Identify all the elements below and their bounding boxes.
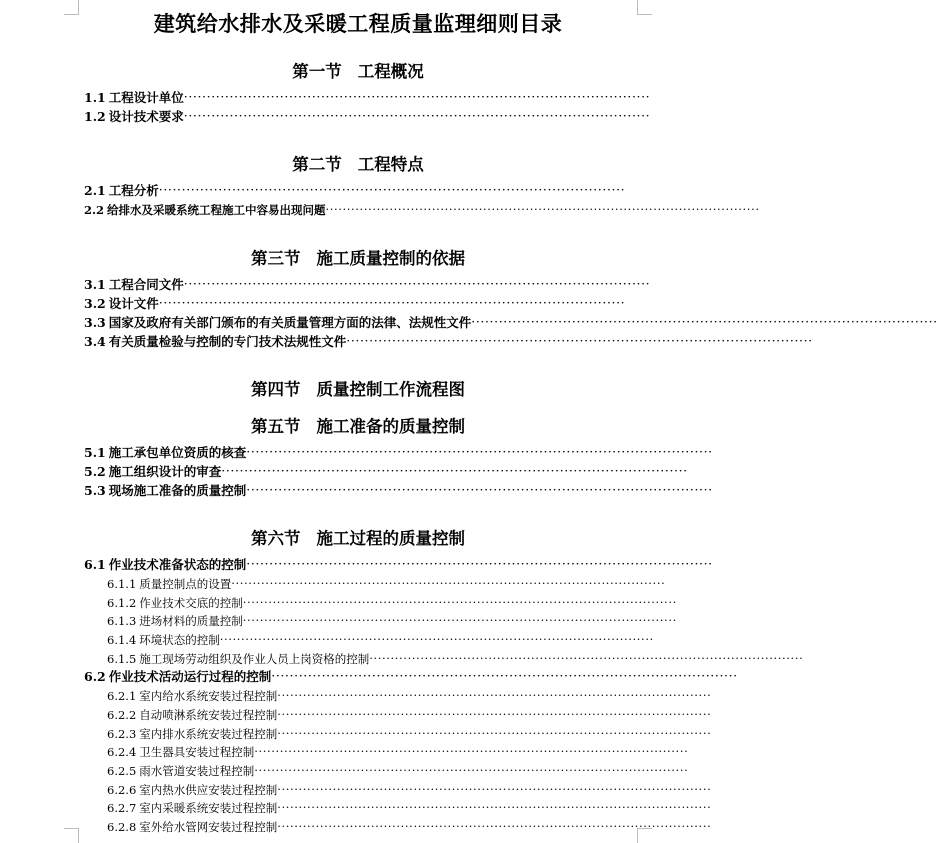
toc-entry[interactable] — [107, 818, 712, 836]
dot-leader: ······································································································ — [158, 182, 626, 197]
toc-entry[interactable] — [84, 201, 760, 219]
dot-leader: ······································································································ — [219, 632, 654, 646]
toc-entry[interactable] — [107, 743, 689, 761]
entry-text: 室内排水系统安装过程控制 — [139, 727, 278, 741]
entry-number: 1.2 — [84, 109, 106, 124]
entry-number: 3.1 — [84, 277, 106, 292]
section-heading — [0, 245, 716, 269]
dot-leader: ······································································································ — [277, 688, 712, 702]
toc-entry[interactable] — [84, 556, 713, 574]
entry-number: 3.4 — [84, 334, 106, 349]
page-corner-mark — [64, 828, 79, 843]
entry-text: 施工组织设计的审查 — [108, 464, 222, 479]
section-number: 第五节 — [251, 417, 301, 436]
toc-entry[interactable] — [84, 314, 938, 332]
dot-leader: ······································································································ — [158, 295, 626, 310]
entry-number: 6.1.4 — [107, 633, 137, 647]
entry-text: 有关质量检验与控制的专门技术法规性文件 — [108, 334, 347, 349]
entry-text: 国家及政府有关部门颁布的有关质量管理方面的法律、法规性文件 — [108, 315, 472, 330]
dot-leader: ······································································································ — [277, 819, 712, 833]
dot-leader: ······································································································ — [246, 556, 713, 571]
toc-entry[interactable] — [84, 444, 713, 462]
entry-number: 1.1 — [84, 90, 106, 105]
entry-text: 室内采暖系统安装过程控制 — [139, 801, 278, 815]
entry-text: 工程分析 — [108, 183, 159, 198]
entry-number: 6.1.3 — [107, 614, 137, 628]
toc-entry[interactable] — [84, 89, 651, 107]
entry-text: 室内给水系统安装过程控制 — [139, 689, 278, 703]
entry-number: 6.2 — [84, 669, 106, 684]
section-heading — [0, 413, 716, 437]
section-number: 第四节 — [251, 380, 301, 399]
entry-text: 作业技术活动运行过程的控制 — [108, 669, 272, 684]
entry-number: 5.2 — [84, 464, 106, 479]
toc-entry[interactable] — [84, 276, 651, 294]
entry-number: 6.2.6 — [107, 783, 137, 797]
section-title: 工程特点 — [357, 155, 424, 174]
section-number: 第二节 — [292, 155, 342, 174]
toc-entry[interactable] — [84, 333, 813, 351]
entry-number: 6.1.2 — [107, 596, 137, 610]
entry-number: 2.2 — [84, 203, 105, 217]
dot-leader: ······································································································ — [246, 444, 713, 459]
entry-text: 环境状态的控制 — [139, 633, 220, 647]
section-title: 施工准备的质量控制 — [316, 417, 465, 436]
toc-entry[interactable] — [107, 631, 654, 649]
dot-leader: ······································································································ — [221, 463, 688, 478]
entry-text: 设计技术要求 — [108, 109, 184, 124]
entry-number: 6.2.3 — [107, 727, 137, 741]
dot-leader: ······································································································ — [183, 276, 651, 291]
document-title: 建筑给水排水及采暖工程质量监理细则目录 — [153, 11, 563, 36]
entry-text: 施工承包单位资质的核查 — [108, 445, 247, 460]
section-number: 第一节 — [292, 62, 342, 81]
dot-leader: ······································································································ — [271, 668, 738, 683]
toc-entry[interactable] — [84, 108, 651, 126]
section-heading — [0, 151, 716, 175]
section-heading — [0, 376, 716, 400]
section-title: 施工质量控制的依据 — [316, 249, 465, 268]
entry-number: 5.1 — [84, 445, 106, 460]
toc-entry[interactable] — [107, 762, 689, 780]
entry-number: 6.2.7 — [107, 801, 137, 815]
section-number: 第三节 — [251, 249, 301, 268]
section-heading — [0, 58, 716, 82]
dot-leader: ······································································································ — [246, 482, 713, 497]
toc-entry[interactable] — [107, 650, 804, 668]
entry-number: 5.3 — [84, 483, 106, 498]
toc-entry[interactable] — [107, 594, 677, 612]
toc-entry[interactable] — [107, 575, 666, 593]
entry-text: 工程设计单位 — [108, 90, 184, 105]
entry-text: 工程合同文件 — [108, 277, 184, 292]
entry-number: 6.1.1 — [107, 577, 137, 591]
dot-leader: ······································································································ — [242, 595, 677, 609]
entry-number: 6.2.4 — [107, 745, 137, 759]
toc-entry[interactable] — [107, 725, 712, 743]
entry-number: 6.2.8 — [107, 820, 137, 834]
toc-entry[interactable] — [84, 668, 738, 686]
section-title: 工程概况 — [357, 62, 424, 81]
dot-leader: ······································································································ — [277, 800, 712, 814]
entry-text: 作业技术准备状态的控制 — [108, 557, 247, 572]
toc-entry[interactable] — [84, 182, 626, 200]
entry-number: 2.1 — [84, 183, 106, 198]
toc-entry[interactable] — [84, 482, 713, 500]
dot-leader: ······································································································ — [254, 744, 689, 758]
dot-leader: ······································································································ — [277, 726, 712, 740]
toc-entry[interactable] — [107, 799, 712, 817]
toc-entry[interactable] — [84, 463, 688, 481]
entry-text: 雨水管道安装过程控制 — [139, 764, 255, 778]
entry-text: 进场材料的质量控制 — [139, 614, 243, 628]
section-heading — [0, 525, 716, 549]
entry-text: 作业技术交底的控制 — [139, 596, 243, 610]
entry-text: 室内热水供应安装过程控制 — [139, 783, 278, 797]
toc-entry[interactable] — [107, 781, 712, 799]
entry-text: 自动喷淋系统安装过程控制 — [139, 708, 278, 722]
toc-entry[interactable] — [84, 295, 626, 313]
entry-text: 卫生器具安装过程控制 — [139, 745, 255, 759]
dot-leader: ······································································································ — [183, 89, 651, 104]
entry-number: 3.3 — [84, 315, 106, 330]
toc-entry[interactable] — [107, 687, 712, 705]
entry-number: 6.2.5 — [107, 764, 137, 778]
dot-leader: ······································································································ — [242, 613, 677, 627]
dot-leader: ······································································································ — [471, 314, 938, 329]
dot-leader: ······································································································ — [369, 651, 804, 665]
dot-leader: ······································································································ — [231, 576, 666, 590]
toc-entry[interactable] — [107, 612, 677, 630]
dot-leader: ······································································································ — [277, 707, 712, 721]
entry-number: 3.2 — [84, 296, 106, 311]
entry-number: 6.1.5 — [107, 652, 137, 666]
entry-text: 施工现场劳动组织及作业人员上岗资格的控制 — [139, 652, 370, 666]
section-title: 质量控制工作流程图 — [316, 380, 465, 399]
dot-leader: ······································································································ — [183, 108, 651, 123]
entry-number: 6.2.2 — [107, 708, 137, 722]
entry-text: 室外给水管网安装过程控制 — [139, 820, 278, 834]
entry-text: 给排水及采暖系统工程施工中容易出现问题 — [107, 203, 326, 217]
entry-text: 设计文件 — [108, 296, 159, 311]
dot-leader: ······································································································ — [254, 763, 689, 777]
entry-text: 质量控制点的设置 — [139, 577, 232, 591]
dot-leader: ······································································································ — [325, 202, 760, 216]
section-number: 第六节 — [251, 529, 301, 548]
dot-leader: ······································································································ — [277, 782, 712, 796]
entry-number: 6.1 — [84, 557, 106, 572]
toc-entry[interactable] — [107, 706, 712, 724]
entry-text: 现场施工准备的质量控制 — [108, 483, 247, 498]
entry-number: 6.2.1 — [107, 689, 137, 703]
dot-leader: ······································································································ — [346, 333, 813, 348]
section-title: 施工过程的质量控制 — [316, 529, 465, 548]
